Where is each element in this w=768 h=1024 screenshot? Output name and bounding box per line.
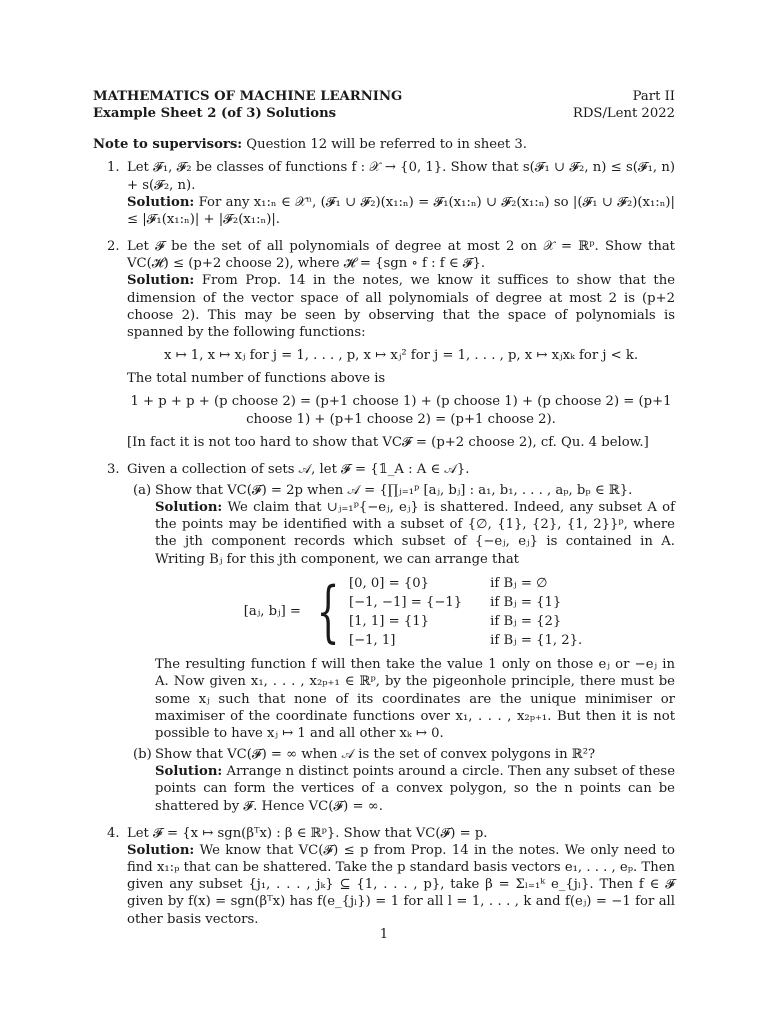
question-statement: Let 𝓕 be the set of all polynomials of degree at most 2 on 𝒳 = ℝᵖ. Show that VC(𝓗) ≤ (p+2 choose 2), where 𝓗 = {sgn ∘ f : f ∈ 𝓕}. (127, 239, 675, 272)
part-number: (a) (133, 482, 152, 498)
solution-label: Solution: (155, 500, 223, 516)
course-title: MATHEMATICS OF MACHINE LEARNING (93, 89, 403, 104)
solution-block (155, 763, 675, 814)
solution-block (127, 272, 675, 341)
case-row (345, 612, 586, 631)
solution-label: Solution: (155, 764, 223, 780)
body-text: The resulting function f will then take the value 1 only on those eⱼ or −eⱼ in A. Now given x₁, . . . , x₂ₚ₊₁ ∈ ℝᵖ, by the pigeonhole principle, there must be some xⱼ such that none of its coordinates are the unique minimiser or maximiser of the coordinate functions over x₁, . . . , x₂ₚ₊₁. But then it is not possible to have xⱼ ↦ 1 and all other xₖ ↦ 0. (155, 657, 675, 741)
solution-block (127, 842, 675, 928)
part-a (127, 482, 675, 742)
case-condition: if Bⱼ = {1} (490, 594, 562, 610)
solution-text: We know that VC(𝓕) ≤ p from Prop. 14 in the notes. We only need to find x₁:ₚ that can be shattered. Take the p standard basis vectors e₁, . . . , eₚ. Then given any subset {j₁, . . . , jₖ} ⊆ {1, . . . , p}, take β = Σₗ₌₁ᵏ e_{jₗ}. Then f ∈ 𝓕 given by f(x) = sgn(βᵀx) has f(e_{jₗ}) = 1 for all l = 1, . . . , k and f(eⱼ) = −1 for all other basis vectors. (127, 842, 675, 927)
part-b (127, 746, 675, 815)
question-statement: Let 𝓕 = {x ↦ sgn(βᵀx) : β ∈ ℝᵖ}. Show that VC(𝓕) = p. (127, 825, 488, 841)
question-2 (93, 238, 675, 451)
solution-text: For any x₁:ₙ ∈ 𝒳ⁿ, (𝓕₁ ∪ 𝓕₂)(x₁:ₙ) = 𝓕₁(x₁:ₙ) ∪ 𝓕₂(x₁:ₙ) so |(𝓕₁ ∪ 𝓕₂)(x₁:ₙ)| ≤ |𝓕₁(x₁:ₙ)| + |𝓕₂(x₁:ₙ)|. (127, 194, 675, 227)
display-equation-span: x ↦ 1, x ↦ xⱼ for j = 1, . . . , p, x ↦ xⱼ² for j = 1, . . . , p, x ↦ xⱼxₖ for j < k. (163, 348, 639, 364)
question-number: 4. (107, 825, 120, 841)
question-4 (93, 825, 675, 928)
case-condition: if Bⱼ = ∅ (490, 575, 548, 591)
question-1 (93, 159, 675, 228)
solution-label: Solution: (127, 273, 195, 289)
question-number: 3. (107, 461, 120, 477)
sheet-page (93, 88, 675, 938)
solution-text: We claim that ∪ⱼ₌₁ᵖ{−eⱼ, eⱼ} is shattered. Indeed, any subset A of the points may be identified with a subset of {∅, {1}, {2}, {1, 2}}ᵖ, where the jth component records which subset of {−eⱼ, eⱼ} is contained in A. Writing Bⱼ for this jth component, we can arrange that (155, 500, 675, 567)
part-label: Part II (632, 89, 675, 104)
case-row (345, 593, 586, 612)
solution-text: From Prop. 14 in the notes, we know it suffices to show that the dimension of the vector space of all polynomials of degree at most 2 is (p+2 choose 2). This may be seen by observing that the space of polynomials is spanned by the following functions: (127, 273, 675, 340)
case-condition: if Bⱼ = {2} (490, 614, 562, 630)
cases-equation (155, 574, 675, 651)
header-row-2 (93, 105, 675, 122)
supervisor-note (93, 136, 675, 153)
solution-block (155, 499, 675, 568)
page-number: 1 (379, 927, 389, 942)
case-value: [−1, 1] (348, 633, 396, 649)
question-3 (93, 461, 675, 815)
case-row (345, 631, 586, 650)
cases-lhs: [aⱼ, bⱼ] = (243, 604, 301, 620)
case-value: [0, 0] = {0} (348, 575, 430, 591)
sheet-subtitle: Example Sheet 2 (of 3) Solutions (93, 106, 337, 122)
term-label: RDS/Lent 2022 (572, 106, 675, 122)
part-number: (b) (133, 747, 152, 763)
case-value: [1, 1] = {1} (348, 614, 430, 630)
case-value: [−1, −1] = {−1} (348, 594, 463, 610)
header-row-1 (93, 88, 675, 105)
case-condition: if Bⱼ = {1, 2}. (490, 633, 583, 649)
solution-text: Arrange n distinct points around a circle. Then any subset of these points can form the vertices of a convex polygon, so the n points can be shattered by 𝓕. Hence VC(𝓕) = ∞. (155, 764, 675, 814)
note-text: Question 12 will be referred to in sheet 3. (242, 137, 527, 153)
part-statement: Show that VC(𝓕) = 2p when 𝒜 = {∏ⱼ₌₁ᵖ [aⱼ, bⱼ] : a₁, b₁, . . . , aₚ, bₚ ∈ ℝ}. (155, 482, 633, 498)
case-row (345, 574, 586, 593)
body-text: The total number of functions above is (127, 371, 386, 387)
left-brace: { (316, 573, 340, 651)
question-number: 1. (107, 160, 120, 176)
remark-text: [In fact it is not too hard to show that VC𝓕 = (p+2 choose 2), cf. Qu. 4 below.] (127, 434, 649, 450)
question-number: 2. (107, 239, 120, 255)
display-equation-count: 1 + p + p + (p choose 2) = (p+1 choose 1) + (p choose 1) + (p choose 2) = (p+1 choose 1) + (p+1 choose 2) = (p+1 choose 2). (130, 394, 672, 427)
part-statement: Show that VC(𝓕) = ∞ when 𝒜 is the set of convex polygons in ℝ²? (155, 747, 596, 763)
solution-label: Solution: (127, 842, 195, 858)
question-statement: Given a collection of sets 𝒜, let 𝓕 = {𝟙_A : A ∈ 𝒜}. (127, 461, 470, 477)
note-label: Note to supervisors: (93, 137, 243, 153)
cases-table (345, 574, 586, 651)
question-statement: Let 𝓕₁, 𝓕₂ be classes of functions f : 𝒳 → {0, 1}. Show that s(𝓕₁ ∪ 𝓕₂, n) ≤ s(𝓕₁, n) + s(𝓕₂, n). (127, 160, 675, 193)
solution-label: Solution: (127, 194, 195, 210)
solution-block (127, 194, 675, 228)
